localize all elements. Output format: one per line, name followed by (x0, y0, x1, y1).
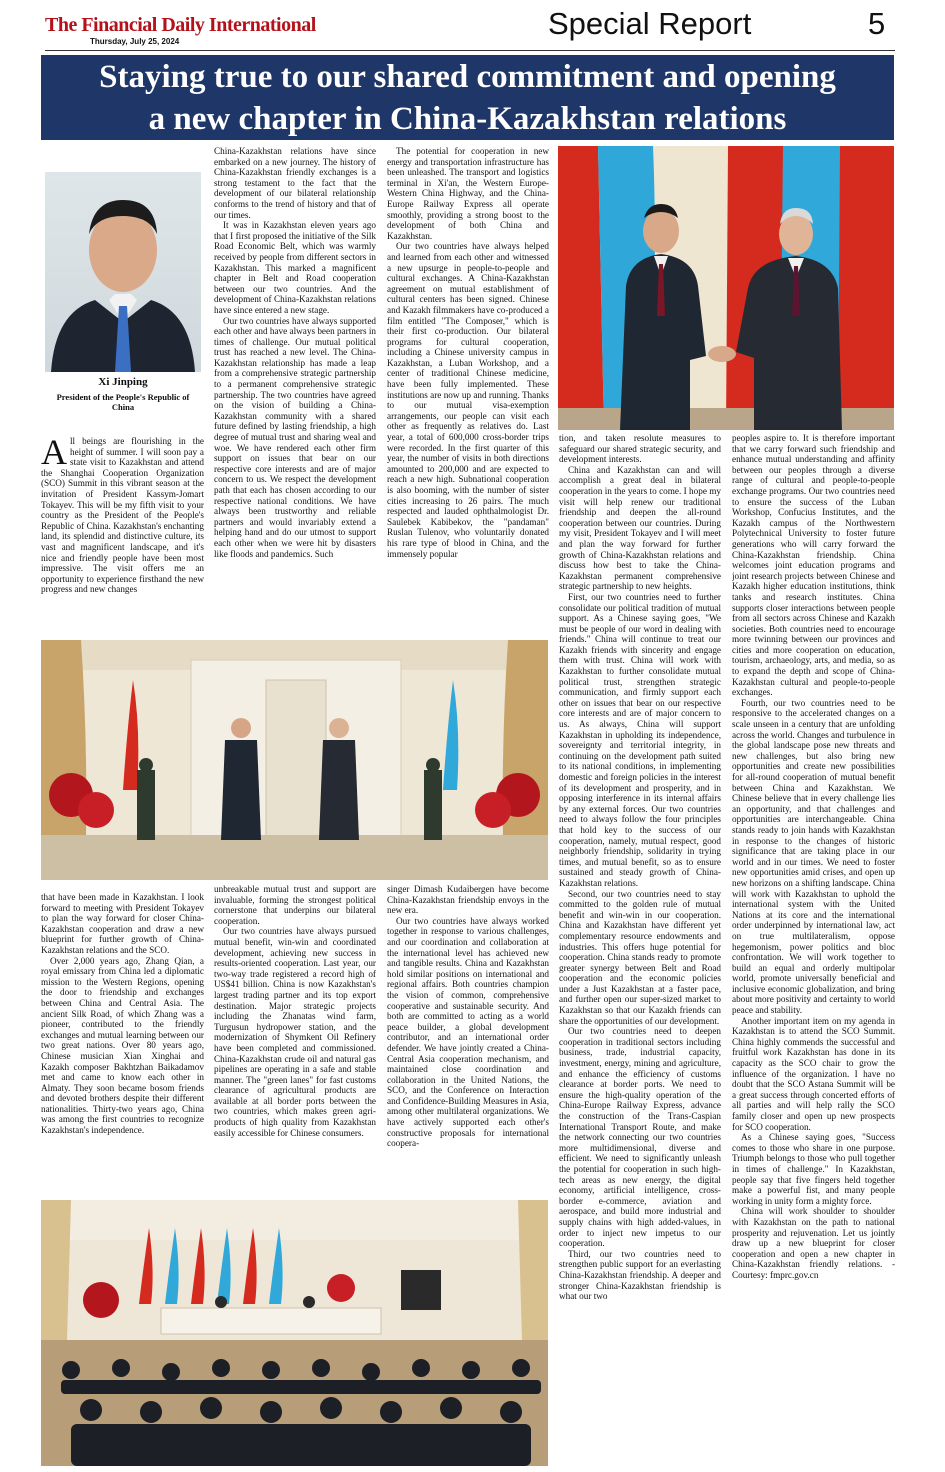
handshake-photo (558, 146, 894, 430)
article-column-3-mid (387, 884, 549, 1197)
handshake-illustration (558, 146, 894, 430)
paragraph: China-Kazakhstan relations have since embarked on a new journey. The history of China-Kazakhstan friendly exchanges is a strong testament to the fact that the development of our bilateral relationship conforms to the trend of history and that of our times. (214, 146, 376, 220)
portrait-caption-name: Xi Jinping (98, 376, 148, 388)
article-column-2-top (214, 146, 376, 636)
paragraph: Our two countries have always supported each other and have always been partners in times of challenge. Our mutual political trust has reached a new level. The China-Kazakhstan relationship has made a leap from a comprehensive strategic partnership to a permanent comprehensive strategic partnership. The two countries have agreed on the vision of building a China-Kazakhstan community with a shared future defined by lasting friendship, a high degree of mutual trust and sharing weal and woe. We have rendered each other firm support on issues that bear on our respective core interests and are of major concern to us. We respect the development path that each has chosen according to our respective national conditions. We have always been trustworthy and reliable partners and would invariably extend a helping hand and do our utmost to support each other when we were hit by disasters like floods and pandemics. Such (214, 315, 376, 559)
article-column-5 (732, 433, 895, 1467)
paragraph: singer Dimash Kudaibergen have become China-Kazakhstan friendship envoys in the new era. (387, 884, 549, 916)
portrait-photo (45, 172, 201, 372)
paragraph: peoples aspire to. It is therefore important that we carry forward such friendship and enhance mutual understanding and affinity between our peoples through a diverse range of cultural and people-to-people exchange programs. Our two countries need to ensure the success of the Luban Workshop, Confucius Institutes, and the Kazakh campus of the Northwestern Polytechnical University to foster future generations who will carry forward the China-Kazakhstan friendship. China welcomes joint education programs and joint research projects between Chinese and Kazakh higher education institutions, think tanks and research institutes. China supports closer interactions between people from all sectors across Chinese and Kazakh societies. Both countries need to encourage more twinning between our provinces and cities and more cooperation on education, tourism, archaeology, arts, and media, so as to expand the depth and scope of China-Kazakhstan cultural and people-to-people exchanges. (732, 433, 895, 698)
ceremony-illustration (41, 640, 548, 880)
paragraph: Over 2,000 years ago, Zhang Qian, a royal emissary from China led a diplomatic mission to the Western Regions, opening the door to friendship and exchanges between China and Central Asia. The ancient Silk Road, of which Zhang was a pioneer, contributed to the friendly exchanges and mutual learning between our two great nations. Over 80 years ago, Chinese musician Xian Xinghai and Kazakh composer Bakhtzhan Baikadamov met and came to know each other in Almaty. They soon became bosom friends and devoted brothers despite their different nationalities. Thirty-two years ago, China was among the first countries to recognize Kazakhstan's independence. (41, 955, 204, 1136)
page-number: 5 (868, 6, 886, 41)
paragraph: China and Kazakhstan can and will accomplish a great deal in bilateral cooperation in the years to come. I hope my visit will help renew our traditional friendship and deepen the all-round cooperation between our countries. During my visit, President Tokayev and I will meet and plan the way forward for further growth of China-Kazakhstan relations and discuss how best to take the China-Kazakhstan permanent comprehensive strategic partnership to new heights. (559, 464, 721, 592)
article-column-1-top (41, 436, 204, 634)
paragraph: Third, our two countries need to strengthen public support for an everlasting China-Kazakhstan friendship. A deeper and stronger China-Kazakhstan friendship is what our two (559, 1248, 721, 1302)
paragraph: Our two countries need to deepen cooperation in traditional sectors including business, trade, industrial capacity, investment, energy, mining and agriculture, and enhance the efficiency of customs clearance at border ports. We need to ensure the high-quality operation of the China-Europe Railway Express, advance the construction of the Trans-Caspian International Transport Route, and make the network connecting our two countries more multidimensional, diverse and efficient. We need to significantly unleash the potential for cooperation in such high-tech areas as new energy, the digital economy, artificial intelligence, cross-border e-commerce, aviation and aerospace, and build more industrial and supply chains with high added-values, in order to inject new impetus to our cooperation. (559, 1026, 721, 1249)
paragraph: Fourth, our two countries need to be responsive to the accelerated changes on a scale unseen in a century that are unfolding across the world. Changes and turbulence in the global landscape pose new threats and new challenges, but also bring new opportunities and create new possibilities for all-round cooperation of mutual benefit between China and Kazakhstan. We Chinese believe that in every challenge lies an opportunity, and that challenges and opportunities are interchangeable. China stands ready to join hands with Kazakhstan in response to the changes of historic significance that are taking place in our world and in our times. We need to foster new opportunities amid crises, and open up new horizons on a shifting landscape. China will work with Kazakhstan to uphold the international system with the United Nations at its core and the international order underpinned by international law, act on true multilateralism, oppose hegemonism, power politics and bloc confrontation. We will work together to build an equal and orderly multipolar world, promote universally beneficial and inclusive economic globalization, and bring about more positivity and certainty to world peace and stability. (732, 697, 895, 1016)
paragraph: Our two countries have always pursued mutual benefit, win-win and coordinated development, achieving new success in results-oriented cooperation. Last year, our two-way trade registered a record high of US$41 billion. China is now Kazakhstan's largest trading partner and its top export destination. Major strategic projects including the Zhanatas wind farm, Turgusun hydropower station, and the modernization of Shymkent Oil Refinery have been completed and commissioned. China-Kazakhstan crude oil and natural gas pipelines are operating in a safe and stable manner. The "green lanes" for fast customs clearance of agricultural products are available at all border ports between the two countries, which makes green agri-products of high quality from Kazakhstan easily accessible for Chinese consumers. (214, 926, 376, 1138)
section-title: Special Report (548, 6, 752, 41)
ceremony-photo (41, 640, 548, 880)
paragraph: China will work shoulder to shoulder with Kazakhstan on the path to national prosperity and rejuvenation. Let us jointly draw up a new blueprint for closer cooperation and open a new chapter in China-Kazakhstan friendly relations. - Courtesy: fmprc.gov.cn (732, 1206, 895, 1280)
header-rule (45, 50, 895, 51)
article-column-1-mid (41, 892, 204, 1197)
paragraph: that have been made in Kazakhstan. I look forward to meeting with President Tokayev to plan the way forward for closer China-Kazakhstan cooperation and draw a new blueprint for further growth of China-Kazakhstan relations and the SCO. (41, 892, 204, 955)
portrait-caption-title: President of the People's Republic of China (56, 392, 190, 412)
article-column-4 (559, 433, 721, 1467)
paragraph: Our two countries have always worked together in response to various challenges, and our coordination and collaboration at the international level has achieved new and tangible results. China and Kazakhstan hold similar positions on international and regional affairs. Both countries champion the vision of common, comprehensive cooperative and sustainable security. And both are committed to acting as a world peace builder, a global development contributor, and an international order defender. We have jointly created a China-Central Asia cooperation mechanism, and maintained close coordination and collaboration in the United Nations, the SCO, and the Conference on Interaction and Confidence-Building Measures in Asia, among other multilateral organizations. We have actively supported each other's constructive proposals for international coopera- (387, 915, 549, 1149)
meeting-photo (41, 1200, 548, 1466)
paragraph: Our two countries have always helped and learned from each other and witnessed a new upsurge in people-to-people and cultural exchanges. A China-Kazakhstan agreement on mutual establishment of cultural centers has been signed. Chinese and Kazakh filmmakers have co-produced a film entitled "The Composer," which is their first co-production. Our bilateral programs for cultural cooperation, including a Chinese university campus in Kazakhstan, a Luban Workshop, and a center of traditional Chinese medicine, have been fully implemented. These institutions are now up and running. Thanks to our mutual visa-exemption arrangements, our people can visit each other as frequently as relatives do. Last year, a total of 600,000 cross-border trips were recorded. In the first quarter of this year, the number of visits in both directions amounted to 200,000 and are expected to reach a new high. Subnational cooperation is also booming, with the number of sister cities increasing to 26 pairs. The much respected and lauded ophthalmologist Dr. Saulebek Kabibekov, the "pandaman" Ruslan Tulenov, who voluntarily donated his rare type of blood in China, and the immensely popular (387, 241, 549, 559)
portrait-illustration (45, 172, 201, 372)
meeting-illustration (41, 1200, 548, 1466)
masthead: The Financial Daily International (45, 14, 316, 36)
paragraph: As a Chinese saying goes, "Success comes to those who share in one purpose. Triumph belongs to those who pull together in times of challenge." In Kazakhstan, people say that five fingers held together make a powerful fist, and many people working in unity form a mighty force. (732, 1132, 895, 1206)
headline-line-2: a new chapter in China-Kazakhstan relations (148, 101, 787, 137)
issue-date: Thursday, July 25, 2024 (90, 37, 180, 46)
headline-line-1: Staying true to our shared commitment and opening (99, 59, 836, 95)
headline-banner (41, 55, 894, 140)
paragraph: It was in Kazakhstan eleven years ago that I first proposed the initiative of the Silk Road Economic Belt, which was warmly received by people from different sectors in Kazakhstan. This marked a magnificent chapter in Belt and Road cooperation between our two countries. And the development of China-Kazakhstan relations have since entered a new stage. (214, 220, 376, 315)
article-column-2-mid (214, 884, 376, 1197)
article-column-3-top (387, 146, 549, 636)
paragraph: The potential for cooperation in new energy and transportation infrastructure has been unleashed. The transport and logistics terminal in Xi'an, the Western Europe-Western China Highway, and the China-Europe Railway Express all operate smoothly, providing a strong boost to the development of both China and Kazakhstan. (387, 146, 549, 241)
paragraph: Another important item on my agenda in Kazakhstan is to attend the SCO Summit. China highly commends the successful and fruitful work Kazakhstan has done in its capacity as the SCO chair to grow the influence of the organization. I have no doubt that the SCO Astana Summit will be a great success through concerted efforts of all parties and will help rally the SCO family closer and open up new prospects for SCO cooperation. (732, 1015, 895, 1132)
paragraph: tion, and taken resolute measures to safeguard our shared strategic security, and development interests. (559, 433, 721, 465)
drop-cap: A (41, 436, 67, 472)
paragraph: Second, our two countries need to stay committed to the golden rule of mutual benefit and win-win in our cooperation. China and Kazakhstan have different yet complementary resource endowments and industries. This offers huge potential for cooperation. China stands ready to promote greater synergy between Belt and Road cooperation and the economic policies under a Just Kazakhstan at a faster pace, and further open our super-sized market to Kazakhstan so that our Kazakh friends can share the opportunities of our development. (559, 888, 721, 1026)
paragraph: First, our two countries need to further consolidate our political tradition of mutual support. As a Chinese saying goes, "We must be people of our word in dealing with friends." China will continue to treat our Kazakh friends with sincerity and engage them with trust. China will work with Kazakhstan to further consolidate mutual political trust, strengthen strategic communication, and firmly support each other on issues that bear on our respective core interests and are of major concern to us. As always, China will support Kazakhstan in upholding its independence, sovereignty and territorial integrity, in continuing on the development path suited to its national conditions, in implementing domestic and foreign policies in the interest of its development and prosperity, and in opposing interference in its internal affairs by any external forces. Our two countries need to always follow the four principles that hold key to the success of our cooperation, namely, mutual respect, good neighborly friendship, solidarity in trying times, and mutual benefit, so as to ensure sustained and steady growth of China-Kazakhstan relations. (559, 591, 721, 888)
article-text: ll beings are flourishing in the height of summer. I will soon pay a state visit to Kazakhstan and attend the Shanghai Cooperation Organization (SCO) Summit in this vibrant season at the invitation of President Kassym-Jomart Tokayev. This will be my fifth visit to your country as the President of the People's Republic of China. Kazakhstan's enchanting land, its splendid and distinctive culture, its vast and magnificent landscape, and it's nice and friendly people have been most impressive. The visit offers me an opportunity to experience firsthand the new progress and new changes (41, 436, 204, 595)
paragraph: unbreakable mutual trust and support are invaluable, forming the strongest political cornerstone that underpins our bilateral cooperation. (214, 884, 376, 926)
